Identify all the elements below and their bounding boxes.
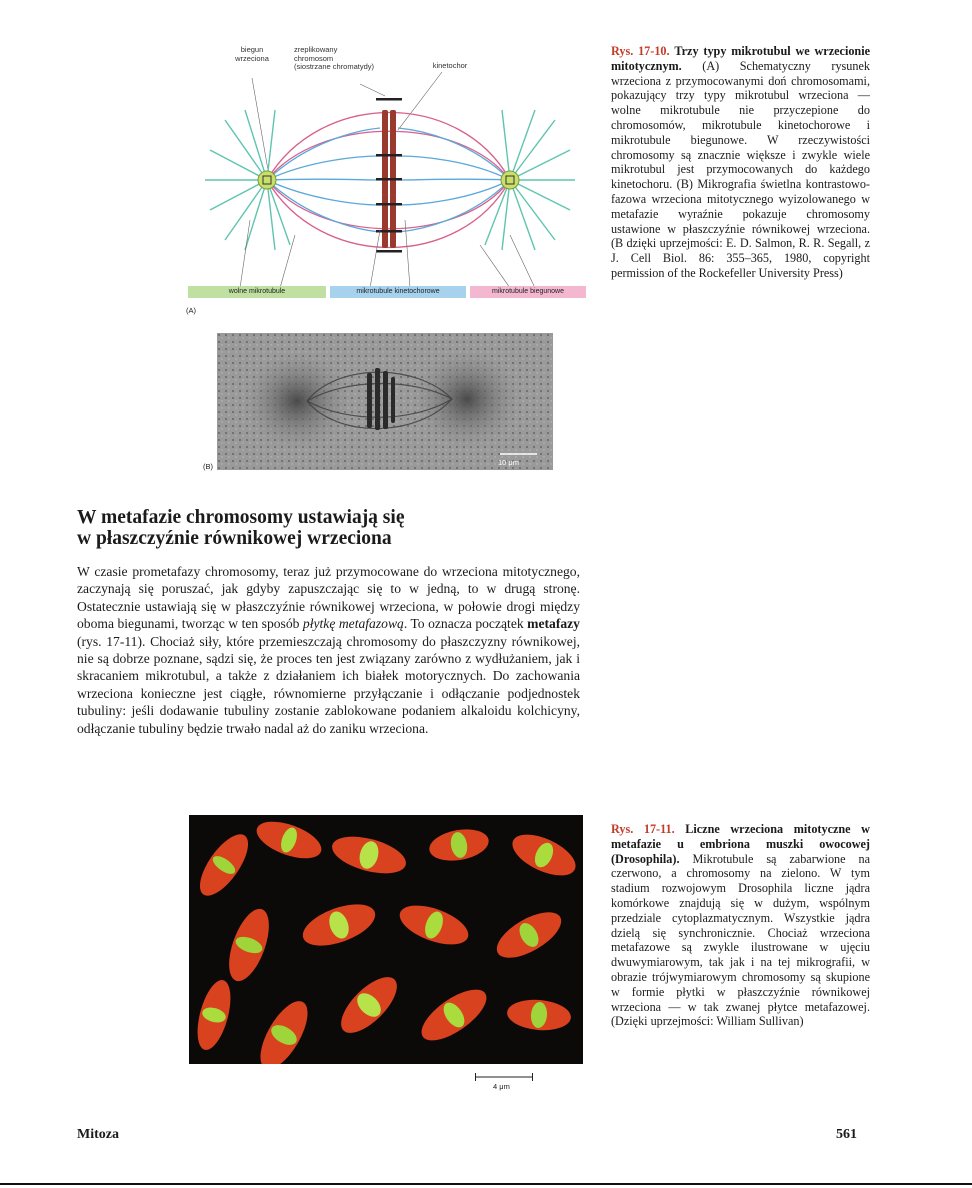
caption-text: Mikrotubule są zabarwione na czerwono, a chromosomy na zielono. W tym stadium rozwojowym Drosophila liczne jądra komórkowe znajdują się w dużym, wspólnym przedziale cytoplazmatycznym. Wszystkie jądra dzielą się synchronicznie. Chociaż wrzeciona metafazowe są zwykle ilustrowane w ujęciu dwuwymiarowym, tak jak i na tej mikrografii, w obrazie trójwymiarowym chromosomy są skupione w formie płytki w płaszczyźnie równikowej wrzeciona — w tak zwanej płytce metafazowej. (Dzięki uprzejmości: William Sullivan): [611, 851, 870, 1029]
phase-contrast-micrograph: [217, 333, 553, 470]
label-replicated-chromosome: zreplikowany chromosom (siostrzane chromatydy): [294, 45, 375, 71]
label-spindle-pole: biegun wrzeciona: [235, 45, 269, 63]
caption-text: (A) Schematyczny rysunek wrzeciona z przymocowanymi doń chromosomami, pokazujący trzy typy mikrotubul wrzeciona — wolne mikrotubule nie przyczepione do chromosomów, mikrotubule kinetochorowe i mikrotubule biegunowe. W rzeczywistości chromosomy są znacznie większe i zwykle wiele mikrotubul jest przymocowanych do każdego kinetochoru. (B) Mikrografia świetlna kontrastowo-fazowa wrzeciona mitotycznego wyizolowanego w metafazie wyraźnie pokazuje chromosomy ustawione w płaszczyźnie równikowej wrzeciona. (B dzięki uprzejmości: E. D. Salmon, R. R. Segall, z J. Cell Biol. 86: 355–365, 1980, copyright permission of the Rockefeller University Press): [611, 58, 870, 280]
scale-bar-4um: [475, 1073, 535, 1081]
panel-label-a: (A): [186, 306, 196, 315]
caption-number: Rys. 17-10.: [611, 44, 670, 58]
caption-title: Trzy typy mikrotubul we wrzecionie mitotycznym.: [611, 44, 870, 73]
heading-line-1: W metafazie chromosomy ustawiają się: [77, 507, 405, 528]
heading-line-2: w płaszczyźnie równikowej wrzeciona: [77, 528, 392, 549]
caption-17-11: [611, 822, 870, 1029]
scale-bar-10um: 10 μm: [498, 458, 519, 467]
legend-kinetochore-microtubules: mikrotubule kinetochorowe: [330, 286, 466, 298]
term-metaphase-plate: płytkę metafazową: [302, 616, 404, 632]
running-footer-section: Mitoza: [77, 1127, 119, 1142]
body-text-3: (rys. 17-11). Chociaż siły, które przemieszczają chromosomy do płaszczyzny równikowej, nie są dobrze poznane, sądzi się, że proces ten jest związany zarówno z wydłużaniem, jak i skracaniem mikrotubul, a także z działaniem ich białek motorycznych. Do zachowania wrzeciona konieczne jest ciągłe, równomierne przyłączanie i odłączanie podjednostek tubuliny: jeśli dodawanie tubuliny zostanie zablokowane podaniem alkaloidu kolchicyny, odłączanie tubuliny będzie trwało nadal aż do zaniku wrzeciona.: [77, 633, 580, 736]
body-text-1: W czasie prometafazy chromosomy, teraz już przymocowane do wrzeciona mitotycznego, zaczynają się poruszać, jak gdyby zapuszczając się to w jedną, to w drugą stronę. Ostatecznie ustawiają się w płaszczyźnie równikowej wrzeciona, w połowie drogi między oboma biegunami, tworząc w ten sposób: [77, 564, 580, 632]
section-heading: [77, 507, 597, 549]
caption-number: Rys. 17-11.: [611, 822, 675, 836]
body-text-2: . To oznacza początek: [403, 616, 528, 632]
term-metaphase: metafazy: [527, 616, 580, 632]
legend-free-microtubules: wolne mikrotubule: [188, 286, 326, 298]
caption-title: Liczne wrzeciona mitotyczne w metafazie u embriona muszki owocowej (Drosophila).: [611, 822, 870, 866]
caption-17-10: [611, 44, 870, 281]
drosophila-spindles-micrograph: [189, 815, 583, 1064]
body-paragraph: [77, 563, 580, 737]
legend-polar-microtubules: mikrotubule biegunowe: [470, 286, 586, 298]
panel-label-b: (B): [203, 462, 213, 471]
label-kinetochore: kinetochor: [432, 61, 468, 70]
scale-label-4um: 4 μm: [493, 1082, 510, 1091]
page-number: 561: [836, 1127, 857, 1142]
scan-edge-line: [0, 1183, 972, 1185]
spindle-diagram: [180, 70, 600, 300]
